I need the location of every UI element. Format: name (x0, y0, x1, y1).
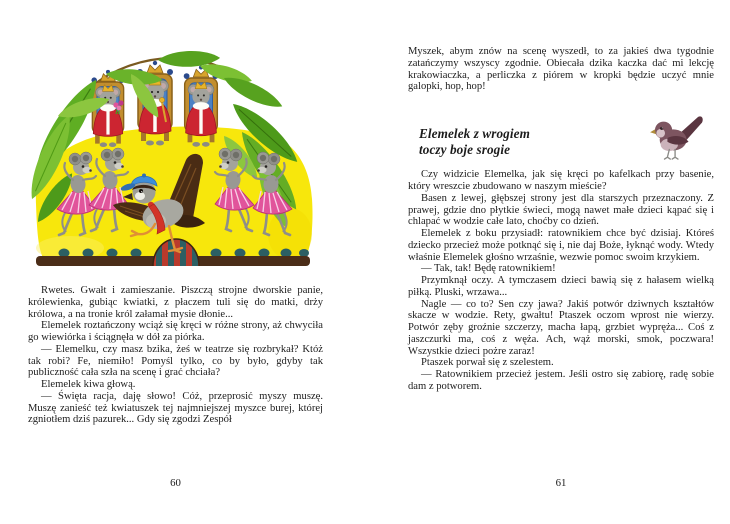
paragraph: Elemelek roztańczony wciąż się kręci w różne strony, aż chwyciła go wiewiórka i ściągnęła w dół za piórka. (28, 320, 323, 343)
paragraph: Czy widzicie Elemelka, jak się kręci po kafelkach przy basenie, który wreszcie zbudowano w naszym mieście? (408, 169, 714, 193)
paragraph: Ptaszek porwał się z szelestem. (421, 357, 554, 369)
chapter-heading-row (408, 126, 714, 158)
page-number-right: 61 (555, 477, 567, 489)
paragraph: Nagle — co to? Sen czy jawa? Jakiś potwór dziwnych kształtów skacze w wodzie. Rety, gwałtu! Ptaszek oczom wprost nie wierzy. Potwór zęby groźnie szczerzy, macha łapą, grzbiet wypręża... Coś z jaszczurki ma, coś z węża. Ach, wąż morski, smok, poczwara! Wszystkie dzieci pożre zaraz! (408, 298, 714, 357)
paragraph: Rwetes. Gwałt i zamieszanie. Piszczą strojne dworskie panie, królewienka, gubiąc kwiatki, z płaczem tuli się do matki, drży królowa, a na tronie król załamał mysie dłonie... (28, 285, 323, 320)
paragraph: — Święta racja, daję słowo! Cóż, przeprosić myszy muszę. Muszę zanieść też kwiatuszek tej najmniejszej myszce burej, której zgniotłem dziś pazurek... Gdy się zgodzi Zespół (28, 390, 323, 426)
paragraph: Elemelek kiwa głową. (41, 379, 136, 390)
paragraph: — Elemelku, czy masz bzika, żeś w teatrze się rozbrykał? Któż tak robi? Fe, niemiło! Pomyśl tylko, co by było, gdyby tak publiczność cała szła na scenę i grać chciała? (28, 343, 323, 379)
left-page-text (28, 285, 323, 426)
paragraph: Przymknął oczy. A tymczasem dzieci bawią się z hałasem wielką piłką. Pluski, wrzawa... (408, 275, 714, 298)
paragraph: Elemelek z boku przysiadł: ratownikiem chce być dzisiaj. Któreś dziecko przecież może potknąć się i, nie daj Boże, łyknąć wody. Wtedy właśnie Elemelek głośno wrzaśnie, wezwie pomoc swoim krzykiem. (408, 228, 714, 263)
page-number-left: 60 (170, 477, 181, 489)
paragraph: — Ratownikiem przecież jestem. Jeśli ostro się zabiorę, radę sobie dam z potworem. (408, 369, 714, 392)
paragraph: Myszek, abym znów na scenę wyszedł, to za jakieś dwa tygodnie zatańczymy wszyscy zgodnie. Obiecała dzika kaczka dać mi lekcję krakowiaczka, a perliczka z piórem w kropki będzie uczyć mnie galopki, hop, hop! (408, 46, 714, 93)
paragraph: Basen z lewej, głębszej strony jest dla starszych przeznaczony. Z prawej, gdzie dno płytkie świeci, mogą nawet małe dzieci kąpać się i chlapać w wodzie całe lato, choćby co dzień. (408, 192, 714, 228)
chapter-heading-line1: Elemelek z wrogiem (419, 126, 530, 141)
chapter-heading-line2: toczy boje srogie (419, 142, 511, 158)
right-page-text (408, 46, 714, 393)
paragraph: — Tak, tak! Będę ratownikiem! (421, 263, 556, 275)
theatre-stage-illustration-svg (28, 44, 316, 270)
theatre-stage-illustration (28, 44, 316, 270)
sparrow-vignette-icon (650, 113, 704, 161)
